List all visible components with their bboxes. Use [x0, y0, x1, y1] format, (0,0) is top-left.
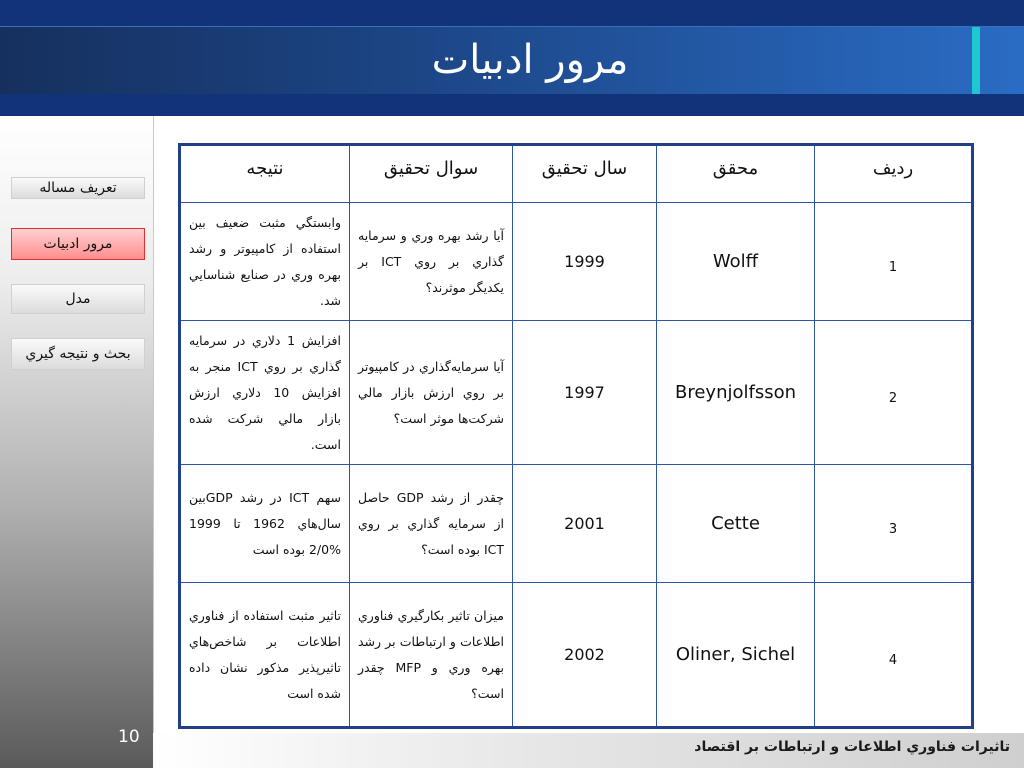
cell-result: تاثير مثبت استفاده از فناوري اطلاعات بر شاخص‌هاي تاثيرپذير مذكور نشان داده شده است	[180, 583, 350, 728]
cell-row-number: 2	[815, 321, 973, 465]
cell-year: 1997	[513, 321, 657, 465]
cell-question: آيا سرمايه‌گذاري در كامپيوتر بر روي ارزش بازار مالي شركت‌ها موثر است؟	[350, 321, 513, 465]
cell-result: افزايش 1 دلاري در سرمايه گذاري بر روي ICT منجر به افزايش 10 دلاري ارزش بازار مالي شركت شده است.	[180, 321, 350, 465]
sidebar-item-literature-review[interactable]: مرور ادبيات	[11, 228, 145, 260]
cell-row-number: 1	[815, 203, 973, 321]
header-result: نتيجه	[180, 145, 350, 203]
sidebar-item-problem-definition[interactable]: تعريف مساله	[11, 177, 145, 199]
header-question: سوال تحقيق	[350, 145, 513, 203]
slide-title: مرور ادبيات	[431, 37, 629, 83]
header-top-strip	[0, 0, 1024, 26]
sidebar-item-model[interactable]: مدل	[11, 284, 145, 314]
cell-year: 1999	[513, 203, 657, 321]
cell-question: ميزان تاثير بكارگيري فناوري اطلاعات و ارتباطات بر رشد بهره وري و MFP چقدر است؟	[350, 583, 513, 728]
cell-researcher: Wolff	[657, 203, 815, 321]
footer-title: تاثيرات فناوري اطلاعات و ارتباطات بر اقتصاد	[694, 739, 1010, 755]
cell-researcher: Breynjolfsson	[657, 321, 815, 465]
cell-question: چقدر از رشد GDP حاصل از سرمايه گذاري بر روي ICT بوده است؟	[350, 465, 513, 583]
literature-table	[178, 143, 974, 729]
header-row-number: رديف	[815, 145, 973, 203]
sidebar-nav	[0, 116, 154, 768]
title-accent-line	[972, 27, 980, 95]
header-year: سال تحقيق	[513, 145, 657, 203]
cell-row-number: 4	[815, 583, 973, 728]
table-row	[180, 203, 973, 321]
cell-row-number: 3	[815, 465, 973, 583]
table-row	[180, 465, 973, 583]
page-number: 10	[118, 727, 140, 747]
table-row	[180, 321, 973, 465]
table-header-row	[180, 145, 973, 203]
cell-researcher: Oliner, Sichel	[657, 583, 815, 728]
header-researcher: محقق	[657, 145, 815, 203]
header-bottom-strip	[0, 94, 1024, 116]
cell-result: وابستگي مثبت ضعيف بين استفاده از كامپيوتر و رشد بهره وري در صنايع شناسايي شد.	[180, 203, 350, 321]
cell-question: آيا رشد بهره وري و سرمايه گذاري بر روي ICT بر يكديگر موثرند؟	[350, 203, 513, 321]
cell-year: 2002	[513, 583, 657, 728]
cell-researcher: Cette	[657, 465, 815, 583]
cell-year: 2001	[513, 465, 657, 583]
sidebar-item-discussion-conclusion[interactable]: بحث و نتيجه گيري	[11, 338, 145, 370]
table-row	[180, 583, 973, 728]
cell-result: سهم ICT در رشد GDPبين سال‌هاي 1962 تا 1999 %2/0 بوده است	[180, 465, 350, 583]
